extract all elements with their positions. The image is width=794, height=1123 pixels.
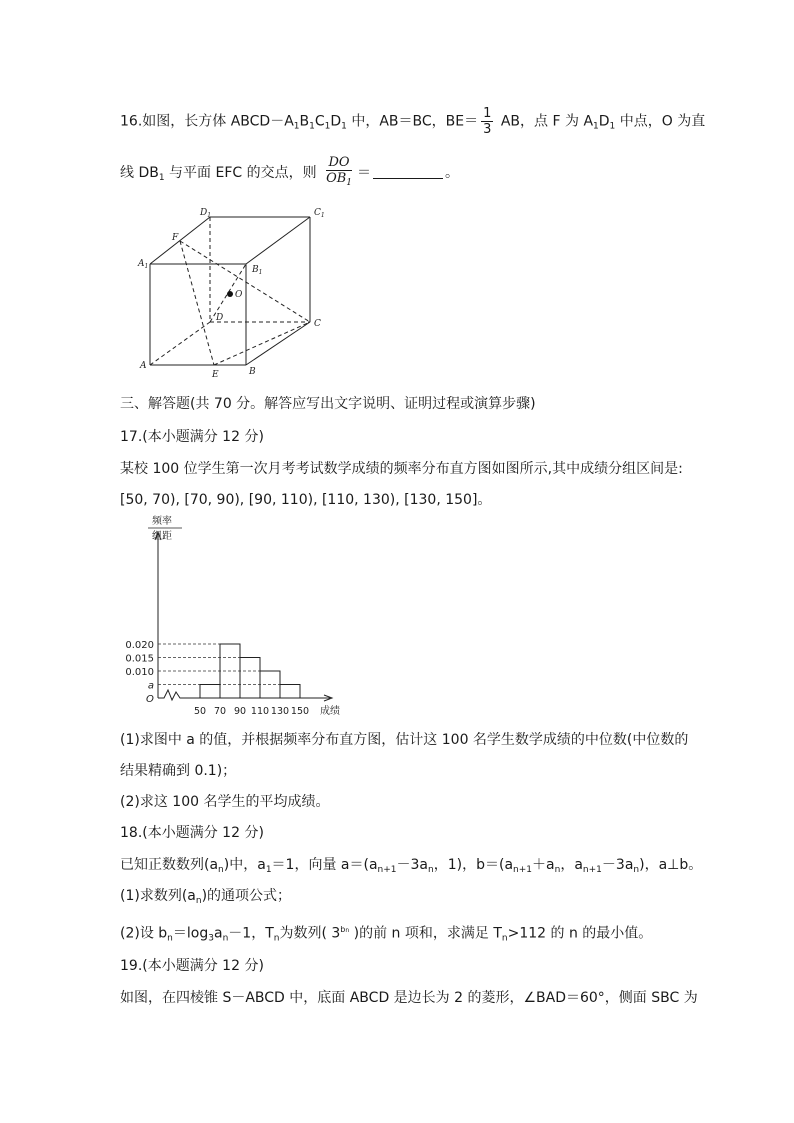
answer-blank: [373, 164, 443, 179]
x-tick-label-70: 70: [213, 706, 227, 717]
q18-part-2: (2)设 $b_n=\log_3a_n-1$，$T_n$为数列( $3^{bn}$ )的前 n 项和，求满足 $T_n>112$ 的 n 的最小值。: [120, 925, 653, 944]
y-tick-label-2: 0.015: [125, 653, 154, 665]
y-label-bottom: 组距: [152, 531, 172, 542]
x-tick-label-90: 90: [233, 706, 247, 717]
q17-part-2: (2)求这 100 名学生的平均成绩。: [120, 794, 330, 810]
q19-title: 19.(本小题满分 12 分): [120, 958, 264, 974]
x-tick-label-150: 150: [290, 706, 310, 717]
q18-title: 18.(本小题满分 12 分): [120, 825, 264, 841]
cuboid-figure: [130, 200, 360, 380]
x-axis-label: 成绩: [320, 706, 340, 717]
fraction-one-third: $\frac{1}{3}$: [483, 106, 492, 137]
q17-title: 17.(本小题满分 12 分): [120, 429, 264, 445]
q17-part-1a: (1)求图中 a 的值，并根据频率分布直方图，估计这 100 名学生数学成绩的中位数(中位数的: [120, 732, 689, 748]
svg-text:B1: $B_1$: [252, 265, 263, 276]
svg-text:D: D: [216, 313, 224, 323]
q17-text-1: 某校 100 位学生第一次月考考试数学成绩的频率分布直方图如图所示,其中成绩分组区间是:: [120, 461, 683, 477]
x-tick-label-110: 110: [250, 706, 270, 717]
bar-[50,70): [200, 685, 220, 699]
q17-text-2: [50, 70), [70, 90), [90, 110), [110, 130), [130, 150]。: [120, 492, 492, 508]
y-label-top: 频率: [152, 516, 172, 527]
bar-[90,110): [240, 658, 260, 699]
point-o: [227, 291, 233, 297]
q16-line-2: 线 $DB_1$ 与平面 EFC 的交点，则 $\frac{DO}{OB_1}$ ＝ 。: [120, 155, 459, 191]
q17-part-1b: 结果精确到 0.1)；: [120, 763, 237, 779]
frequency-histogram: [125, 512, 370, 722]
y-tick-label-0: a: [147, 680, 154, 692]
q16-line-1: 16.如图，长方体 $ABCD-A_1B_1C_1D_1$ 中，AB＝BC，BE＝ $\frac{1}{3}$ AB，点 F 为 $A_1D_1$ 中点，O 为直: [120, 106, 706, 137]
svg-text:C: C: [314, 319, 321, 329]
section-3-heading: 三、解答题(共 70 分。解答应写出文字说明、证明过程或演算步骤): [120, 396, 536, 412]
svg-text:O: O: [235, 290, 243, 300]
bar-[130,150]: [280, 685, 300, 699]
svg-text:A1: $A_1$: [138, 259, 149, 270]
q18-text: 已知正数数列$(a_n)$中，$a_1=1$，向量 $a=(a_{n+1}-3a_n$，1)，$b=(a_{n+1}+a_n$，$a_{n+1}-3a_n$)，a⊥b。: [120, 857, 703, 875]
x-tick-label-130: 130: [270, 706, 290, 717]
y-tick-label-1: 0.010: [125, 667, 154, 678]
y-tick-label-3: 0.020: [125, 640, 154, 651]
x-tick-label-50: 50: [193, 706, 207, 717]
ratio-fraction: $\frac{DO}{OB_1}$: [326, 155, 353, 188]
q19-text: 如图，在四棱锥 S－ABCD 中，底面 ABCD 是边长为 2 的菱形，∠BAD＝60°，侧面 SBC 为: [120, 990, 698, 1006]
svg-text:A: A: [140, 361, 147, 371]
svg-text:D1: $D_1$: [200, 208, 212, 219]
q18-part-1: (1)求数列$(a_n)$的通项公式；: [120, 888, 292, 906]
svg-text:B: B: [249, 367, 256, 377]
svg-text:C1: $C_1$: [314, 208, 325, 219]
origin-label: O: [146, 694, 154, 705]
svg-text:E: E: [212, 370, 219, 380]
svg-text:F: F: [172, 233, 179, 243]
